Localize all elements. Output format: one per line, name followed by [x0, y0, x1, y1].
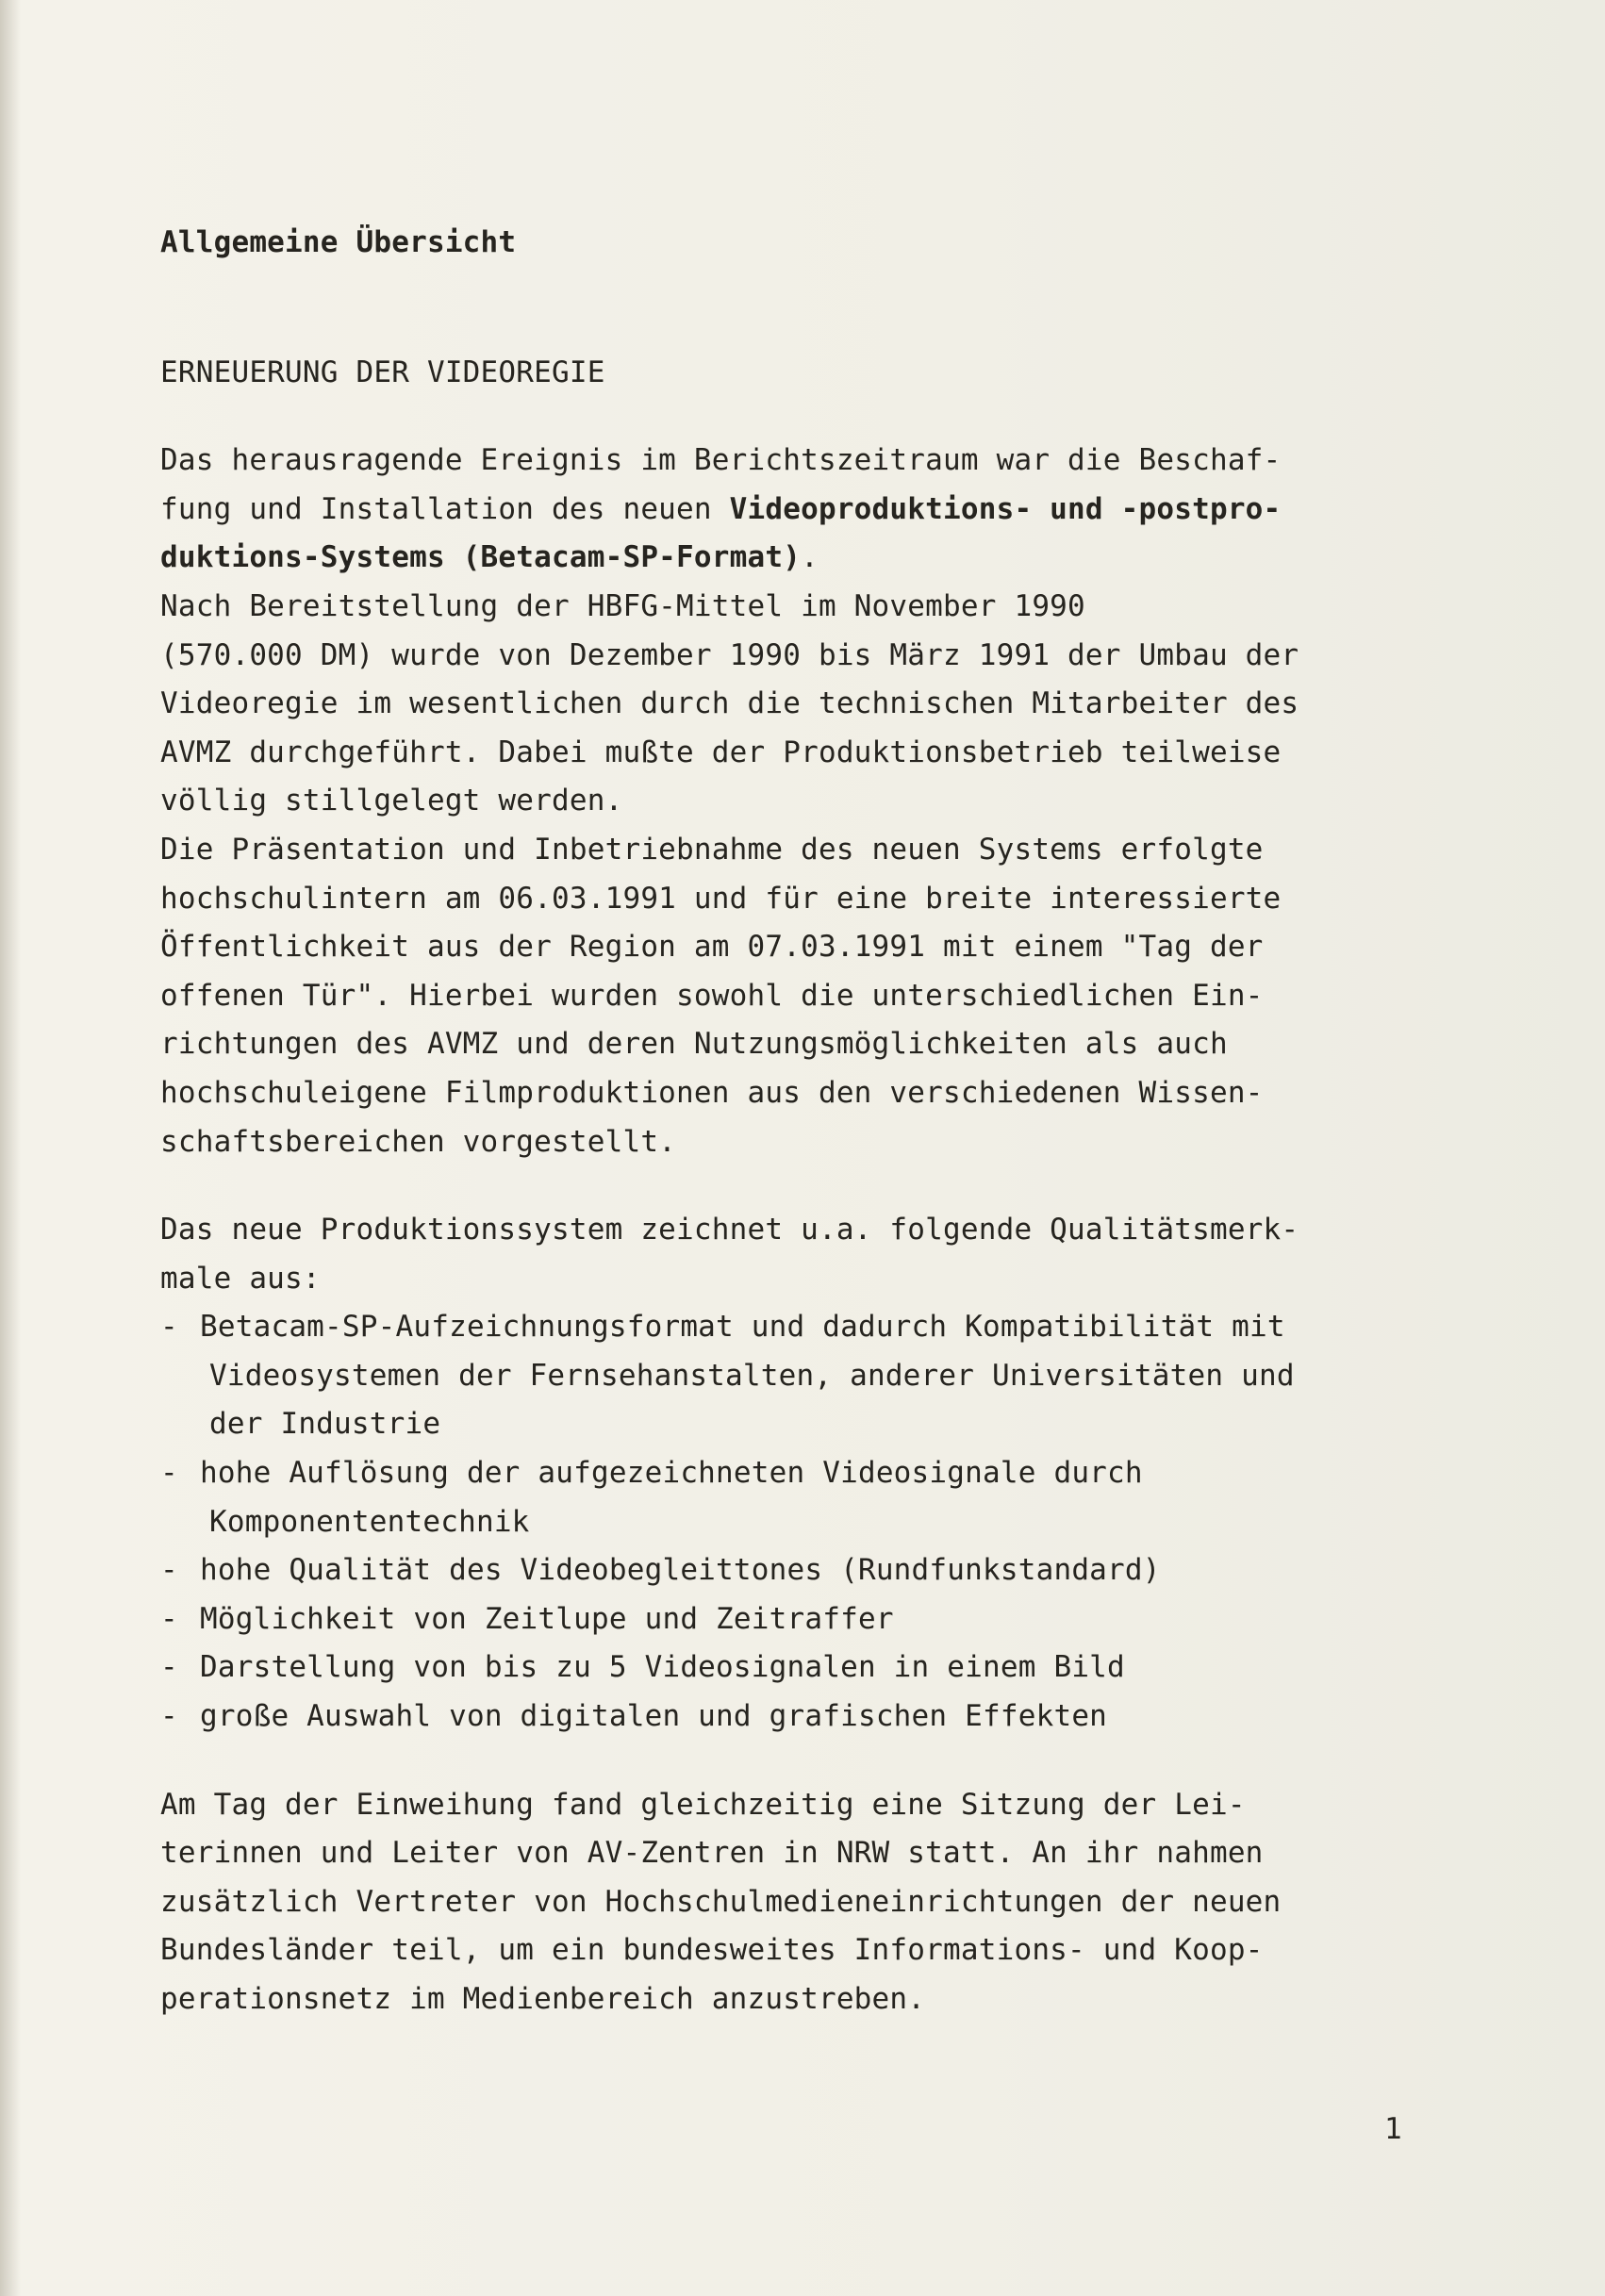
text-line: zusätzlich Vertreter von Hochschulmedieneinrichtungen der neuen	[160, 1884, 1282, 1919]
paragraph-intro	[160, 437, 1405, 583]
bullet-dash: -	[160, 1699, 178, 1734]
list-item	[160, 1693, 1405, 1742]
bullet-dash: -	[160, 1310, 178, 1345]
section-title: ERNEUERUNG DER VIDEOREGIE	[160, 355, 605, 389]
text-line	[160, 486, 1405, 535]
page-number: 1	[1384, 2112, 1402, 2146]
list-item	[160, 1303, 1405, 1449]
text-line: Videoregie im wesentlichen durch die technischen Mitarbeiter des	[160, 686, 1299, 721]
text-line: perationsnetz im Medienbereich anzustreben.	[160, 1982, 926, 2016]
text-run: .	[801, 540, 819, 575]
text-line: (570.000 DM) wurde von Dezember 1990 bis März 1991 der Umbau der	[160, 637, 1299, 672]
text-run: fung und Installation des neuen	[160, 491, 730, 526]
text-line: Bundesländer teil, um ein bundesweites Informations- und Koop-	[160, 1933, 1264, 1968]
list-item	[160, 1546, 1405, 1595]
text-line: Nach Bereitstellung der HBFG-Mittel im November 1990	[160, 588, 1085, 623]
feature-list	[160, 1303, 1405, 1741]
text-line: Das neue Produktionssystem zeichnet u.a. folgende Qualitätsmerk-	[160, 1213, 1299, 1247]
list-item-text: der Industrie	[209, 1407, 441, 1442]
list-item-text: Möglichkeit von Zeitlupe und Zeitraffer	[200, 1601, 894, 1636]
text-line: offenen Tür". Hierbei wurden sowohl die unterschiedlichen Ein-	[160, 978, 1264, 1013]
emphasis-text: Videoproduktions- und -postpro-	[729, 491, 1282, 526]
text-line: terinnen und Leiter von AV-Zentren in NRW statt. An ihr nahmen	[160, 1836, 1264, 1871]
list-item	[160, 1595, 1405, 1644]
list-item-text: Betacam-SP-Aufzeichnungsformat und dadurch Kompatibilität mit	[200, 1310, 1285, 1345]
text-line: male aus:	[160, 1261, 321, 1296]
emphasis-text: duktions-Systems (Betacam-SP-Format)	[160, 540, 802, 575]
paragraph-renovation	[160, 583, 1405, 826]
list-item	[160, 1449, 1405, 1546]
list-item-text: Komponententechnik	[209, 1504, 530, 1539]
list-item-text: Videosystemen der Fernsehanstalten, anderer Universitäten und	[209, 1358, 1295, 1393]
text-line: hochschulintern am 06.03.1991 und für eine breite interessierte	[160, 881, 1282, 916]
bullet-dash: -	[160, 1601, 178, 1636]
bullet-dash: -	[160, 1553, 178, 1588]
document-body	[160, 219, 1405, 2024]
list-item-text: hohe Auflösung der aufgezeichneten Videosignale durch	[200, 1456, 1143, 1491]
text-line: Das herausragende Ereignis im Berichtszeitraum war die Beschaf-	[160, 443, 1282, 478]
page-heading: Allgemeine Übersicht	[160, 225, 517, 259]
paragraph-presentation	[160, 826, 1405, 1166]
paragraph-features-intro	[160, 1206, 1405, 1303]
bullet-dash: -	[160, 1650, 178, 1685]
list-item-text: große Auswahl von digitalen und grafischen Effekten	[200, 1699, 1108, 1734]
text-line: richtungen des AVMZ und deren Nutzungsmöglichkeiten als auch	[160, 1027, 1228, 1062]
text-line: Am Tag der Einweihung fand gleichzeitig eine Sitzung der Lei-	[160, 1787, 1246, 1822]
list-item-text: hohe Qualität des Videobegleittones (Rundfunkstandard)	[200, 1553, 1161, 1588]
text-line	[160, 534, 1405, 583]
text-line: hochschuleigene Filmproduktionen aus den verschiedenen Wissen-	[160, 1075, 1264, 1110]
text-line: Die Präsentation und Inbetriebnahme des neuen Systems erfolgte	[160, 832, 1264, 867]
text-line: Öffentlichkeit aus der Region am 07.03.1991 mit einem "Tag der	[160, 930, 1264, 965]
text-line: AVMZ durchgeführt. Dabei mußte der Produktionsbetrieb teilweise	[160, 735, 1282, 769]
bullet-dash: -	[160, 1456, 178, 1491]
paragraph-meeting	[160, 1781, 1405, 2024]
text-line: völlig stillgelegt werden.	[160, 784, 623, 818]
list-item	[160, 1644, 1405, 1693]
list-item-text: Darstellung von bis zu 5 Videosignalen in einem Bild	[200, 1650, 1125, 1685]
text-line: schaftsbereichen vorgestellt.	[160, 1124, 677, 1159]
